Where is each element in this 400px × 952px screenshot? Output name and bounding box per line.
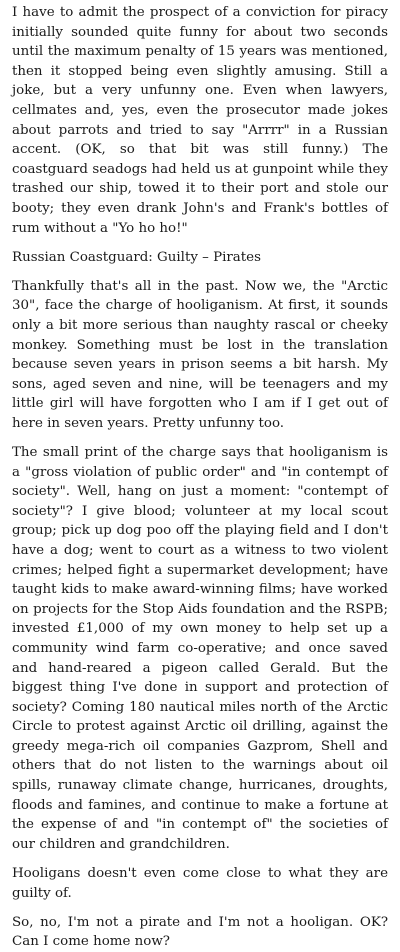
paragraph-piracy-charge: I have to admit the prospect of a conviction for piracy initially sounded quite funny for about two seconds until the maximum penalty of 15 years was mentioned, then it stopped being even slightly amusing. Still a joke, but a very unfunny one. Even when lawyers, cellmates and, yes, even the prosecutor made jokes about parrots and tried to say "Arrrr" in a Russian accent. (OK, so that bit was still funny.) The coastguard seadogs had held us at gunpoint while they trashed our ship, towed it to their port and stole our booty; they even drank John's and Frank's bottles of rum without a "Yo ho ho!" (12, 5, 388, 236)
paragraph-coastguard-verdict: Russian Coastguard: Guilty – Pirates (12, 249, 261, 265)
paragraph-hooligans-guilty: Hooligans doesn't even come close to what they are guilty of. (12, 865, 388, 901)
paragraph-contempt-of-society: The small print of the charge says that hooliganism is a "gross violation of public order" and "in contempt of society". Well, hang on just a moment: "contempt of society"? I give blood; volunteer at my local scout group; pick up dog poo off the playing field and I don't have a dog; went to court as a witness to two violent crimes; helped fight a supermarket development; have taught kids to make award-winning films; have worked on projects for the Stop Aids foundation and the RSPB; invested £1,000 of my own money to help set up a community wind farm co-operative; and once saved and hand-reared a pigeon called Gerald. But the biggest thing I've done in support and protection of society? Coming 180 nautical miles north of the Arctic Circle to protest against Arctic oil drilling, against the greedy mega-rich oil companies Gazprom, Shell and others that do not listen to the warnings about oil spills, runaway climate change, hurricanes, droughts, floods and famines, and continue to make a fortune at the expense of and "in contempt of" the societies of our children and grandchildren. (12, 444, 388, 852)
paragraph-hooliganism-charge: Thankfully that's all in the past. Now we, the "Arctic 30", face the charge of hooliganism. At first, it sounds only a bit more serious than naughty rascal or cheeky monkey. Something must be lost in the translation because seven years in prison seems a bit harsh. My sons, aged seven and nine, will be teenagers and my little girl will have forgotten who I am if I get out of here in seven years. Pretty unfunny too. (12, 278, 388, 431)
paragraph-closing: So, no, I'm not a pirate and I'm not a hooligan. OK? Can I come home now? (12, 914, 388, 950)
